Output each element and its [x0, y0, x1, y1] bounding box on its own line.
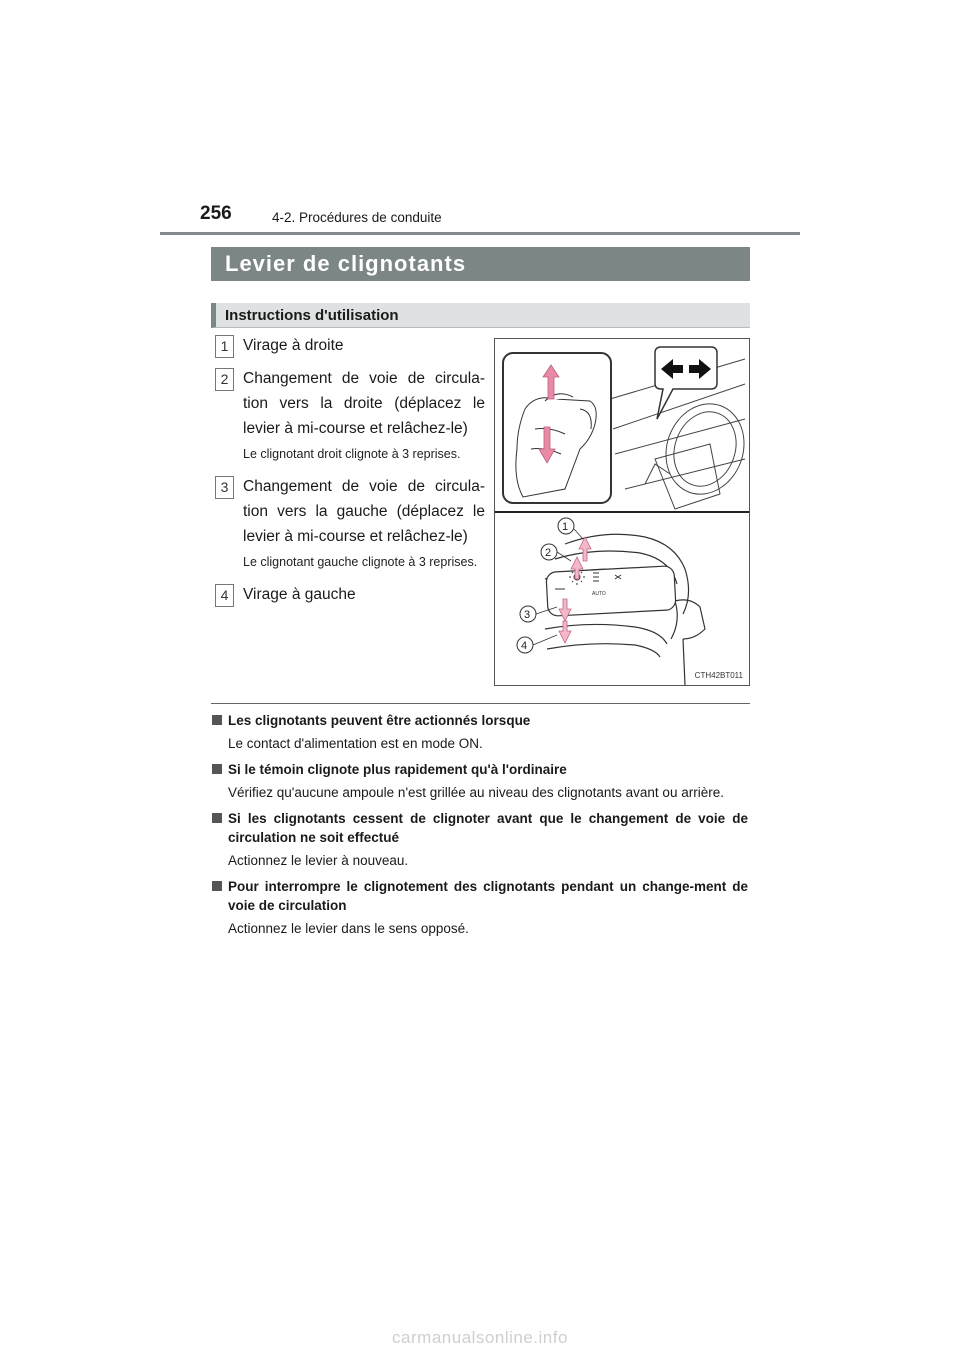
step-number: 4 — [215, 584, 234, 607]
page-number: 256 — [200, 203, 232, 224]
figure-code: CTH42BT011 — [694, 671, 743, 680]
note-item — [212, 760, 748, 803]
step-number: 1 — [215, 335, 234, 358]
position-4-arrow — [559, 621, 571, 643]
step-text: Virage à droite — [243, 337, 344, 354]
step-number: 3 — [215, 476, 234, 499]
position-1-arrow — [579, 537, 591, 561]
step-number: 2 — [215, 368, 234, 391]
note-title: Si le témoin clignote plus rapidement qu'à l'ordinaire — [212, 760, 748, 779]
watermark[interactable]: carmanualsonline.info — [392, 1328, 568, 1347]
note-title: Pour interrompre le clignotement des clignotants pendant un change-ment de voie de circulation — [212, 877, 748, 915]
callout-4: 4 — [521, 640, 528, 652]
notes-divider — [211, 703, 750, 704]
step-text: Changement de voie de circula-tion vers la droite (déplacez le levier à mi-course et relâchez-le) — [243, 370, 485, 437]
page-title: Levier de clignotants — [211, 247, 750, 281]
callout-3: 3 — [524, 609, 531, 621]
note-item — [212, 711, 748, 754]
step-2 — [215, 366, 485, 464]
note-body: Actionnez le levier dans le sens opposé. — [228, 921, 469, 936]
steps-list — [215, 333, 485, 607]
step-3 — [215, 474, 485, 572]
callout-1: 1 — [562, 521, 569, 533]
step-4 — [215, 582, 485, 607]
header-rule — [160, 232, 800, 235]
note-body: Le contact d'alimentation est en mode ON. — [228, 736, 483, 751]
note-title: Les clignotants peuvent être actionnés lorsque — [212, 711, 748, 730]
subsection-title: Instructions d'utilisation — [211, 303, 750, 328]
lever-illustration — [494, 338, 750, 686]
section-title: 4-2. Procédures de conduite — [272, 210, 442, 225]
note-item — [212, 809, 748, 871]
step-note: Le clignotant gauche clignote à 3 reprises. — [243, 555, 478, 569]
note-body: Vérifiez qu'aucune ampoule n'est grillée au niveau des clignotants avant ou arrière. — [228, 785, 724, 800]
lever-diagram — [495, 339, 749, 685]
speech-balloon — [655, 347, 717, 419]
step-note: Le clignotant droit clignote à 3 reprises. — [243, 447, 461, 461]
lever-auto-label: AUTO — [592, 591, 606, 597]
callout-2: 2 — [545, 547, 552, 559]
step-text: Virage à gauche — [243, 586, 356, 603]
note-body: Actionnez le levier à nouveau. — [228, 853, 409, 868]
notes-section — [212, 711, 748, 945]
note-item — [212, 877, 748, 939]
step-1 — [215, 333, 485, 358]
note-title: Si les clignotants cessent de clignoter avant que le changement de voie de circulation ne soit effectué — [212, 809, 748, 847]
step-text: Changement de voie de circula-tion vers la gauche (déplacez le levier à mi-course et relâchez-le) — [243, 478, 485, 545]
